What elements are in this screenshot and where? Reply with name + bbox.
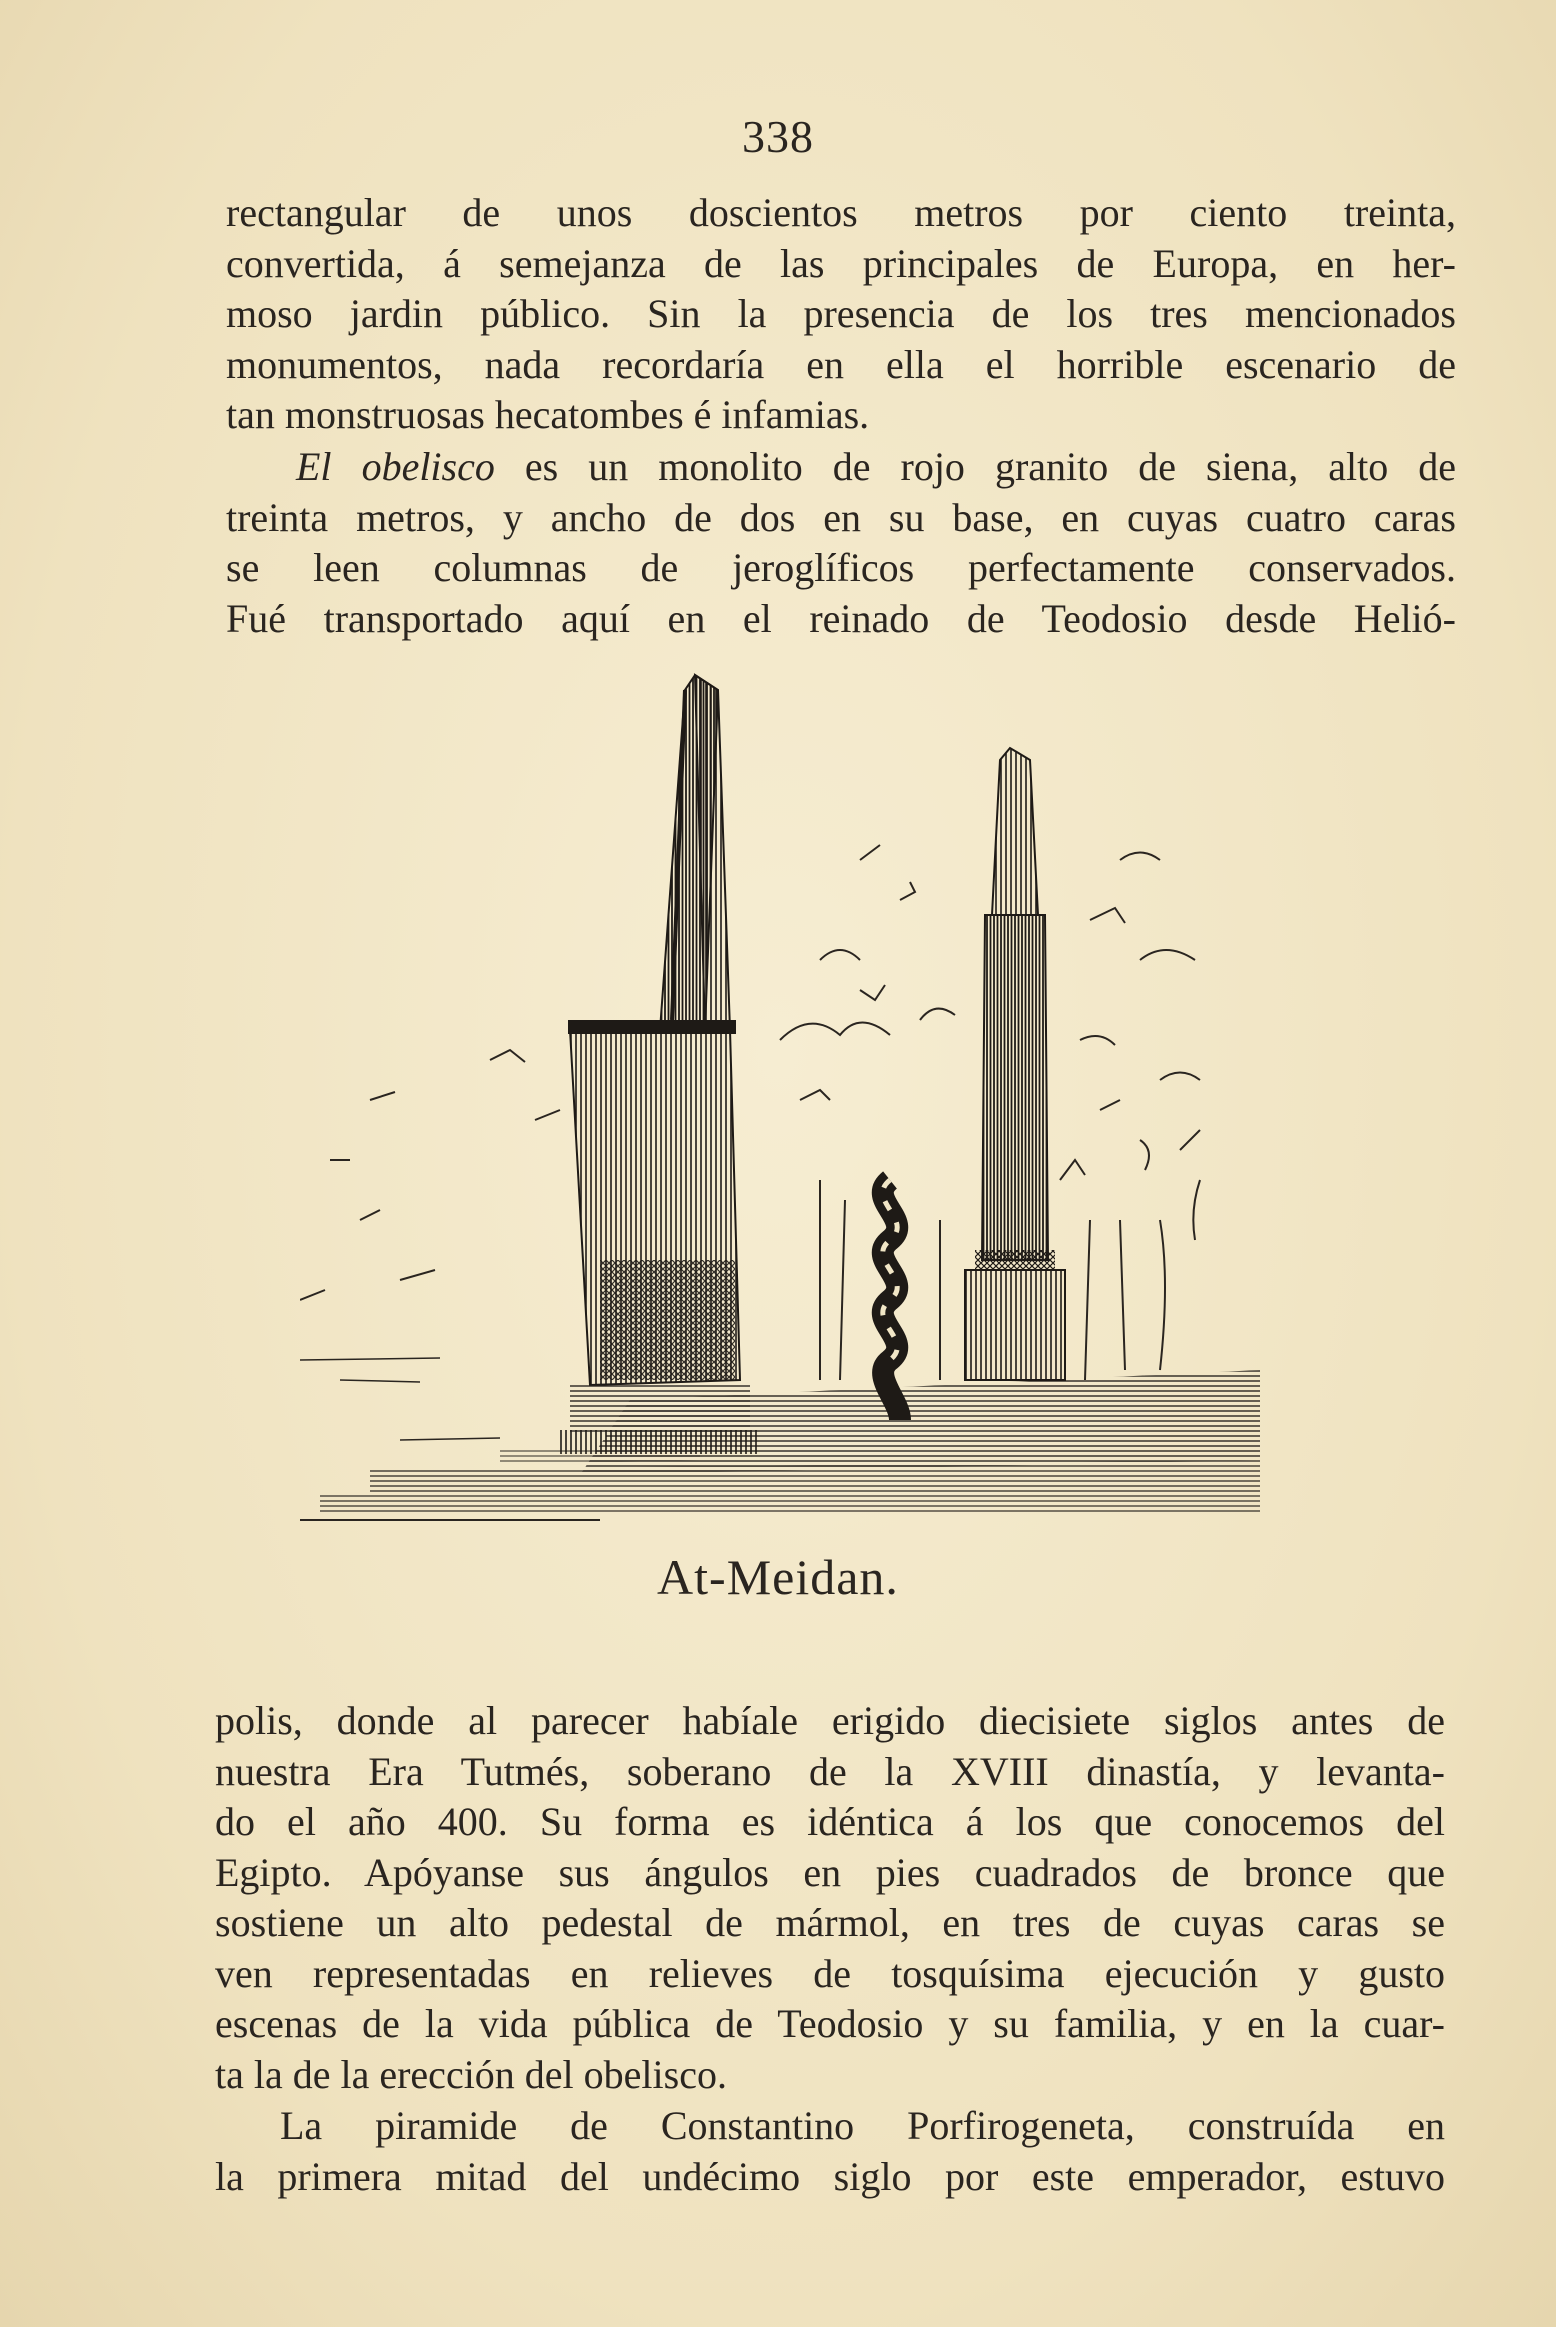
text-line-rest: es un monolito de rojo granito de siena, alto de [494,444,1456,489]
walled-obelisk-icon [965,748,1065,1380]
text-line: rectangular de unos doscientos metros por ciento treinta, [226,190,1456,235]
text-line: treinta metros, y ancho de dos en su base, en cuyas cuatro caras [226,494,1456,540]
text-line: Egipto. Apóyanse sus ángulos en pies cuadrados de bronce que [215,1849,1445,1895]
text-line: monumentos, nada recordaría en ella el horrible escenario de [226,341,1456,387]
text-line: ven representadas en relieves de tosquísima ejecución y gusto [215,1950,1445,1996]
text-line: tan monstruosas hecatombes é infamias. [226,392,870,437]
text-line: Fué transportado aquí en el reinado de Teodosio desde Helió- [226,595,1456,641]
paragraph-plaza-description [226,188,1456,441]
serpent-column-icon [883,1180,900,1420]
at-meidan-engraving [300,660,1280,1540]
text-line: do el año 400. Su forma es idéntica á los que conocemos del [215,1799,1445,1844]
text-line [226,442,1456,493]
page-number: 338 [742,111,814,162]
text-line: moso jardin público. Sin la presencia de los tres mencionados [226,291,1456,336]
text-line: escenas de la vida pública de Teodosio y su familia, y en la cuar- [215,2001,1445,2046]
text-line: La piramide de Constantino Porfirogeneta, construída en [280,2103,1445,2148]
obelisk-italic-lead: El obelisco [296,444,495,489]
obelisk-left-icon [560,675,760,1454]
text-line: ta la de la erección del obelisco. [215,2051,727,2097]
ground-hatching [300,1358,1260,1520]
paragraph-obelisk-continued [215,1696,1445,2100]
text-line: convertida, á semejanza de las principales de Europa, en her- [226,240,1456,286]
text-line: nuestra Era Tutmés, soberano de la XVIII dinastía, y levanta- [215,1748,1445,1794]
text-line: la primera mitad del undécimo siglo por este emperador, estuvo [215,2153,1445,2199]
paragraph-obelisk [226,442,1456,644]
illustration-caption: At-Meidan. [657,1549,899,1605]
paragraph-piramide [215,2101,1445,2202]
text-line: polis, donde al parecer habíale erigido diecisiete siglos antes de [215,1698,1445,1743]
text-line: se leen columnas de jeroglíficos perfectamente conservados. [226,545,1456,590]
text-line: sostiene un alto pedestal de mármol, en tres de cuyas caras se [215,1900,1445,1945]
